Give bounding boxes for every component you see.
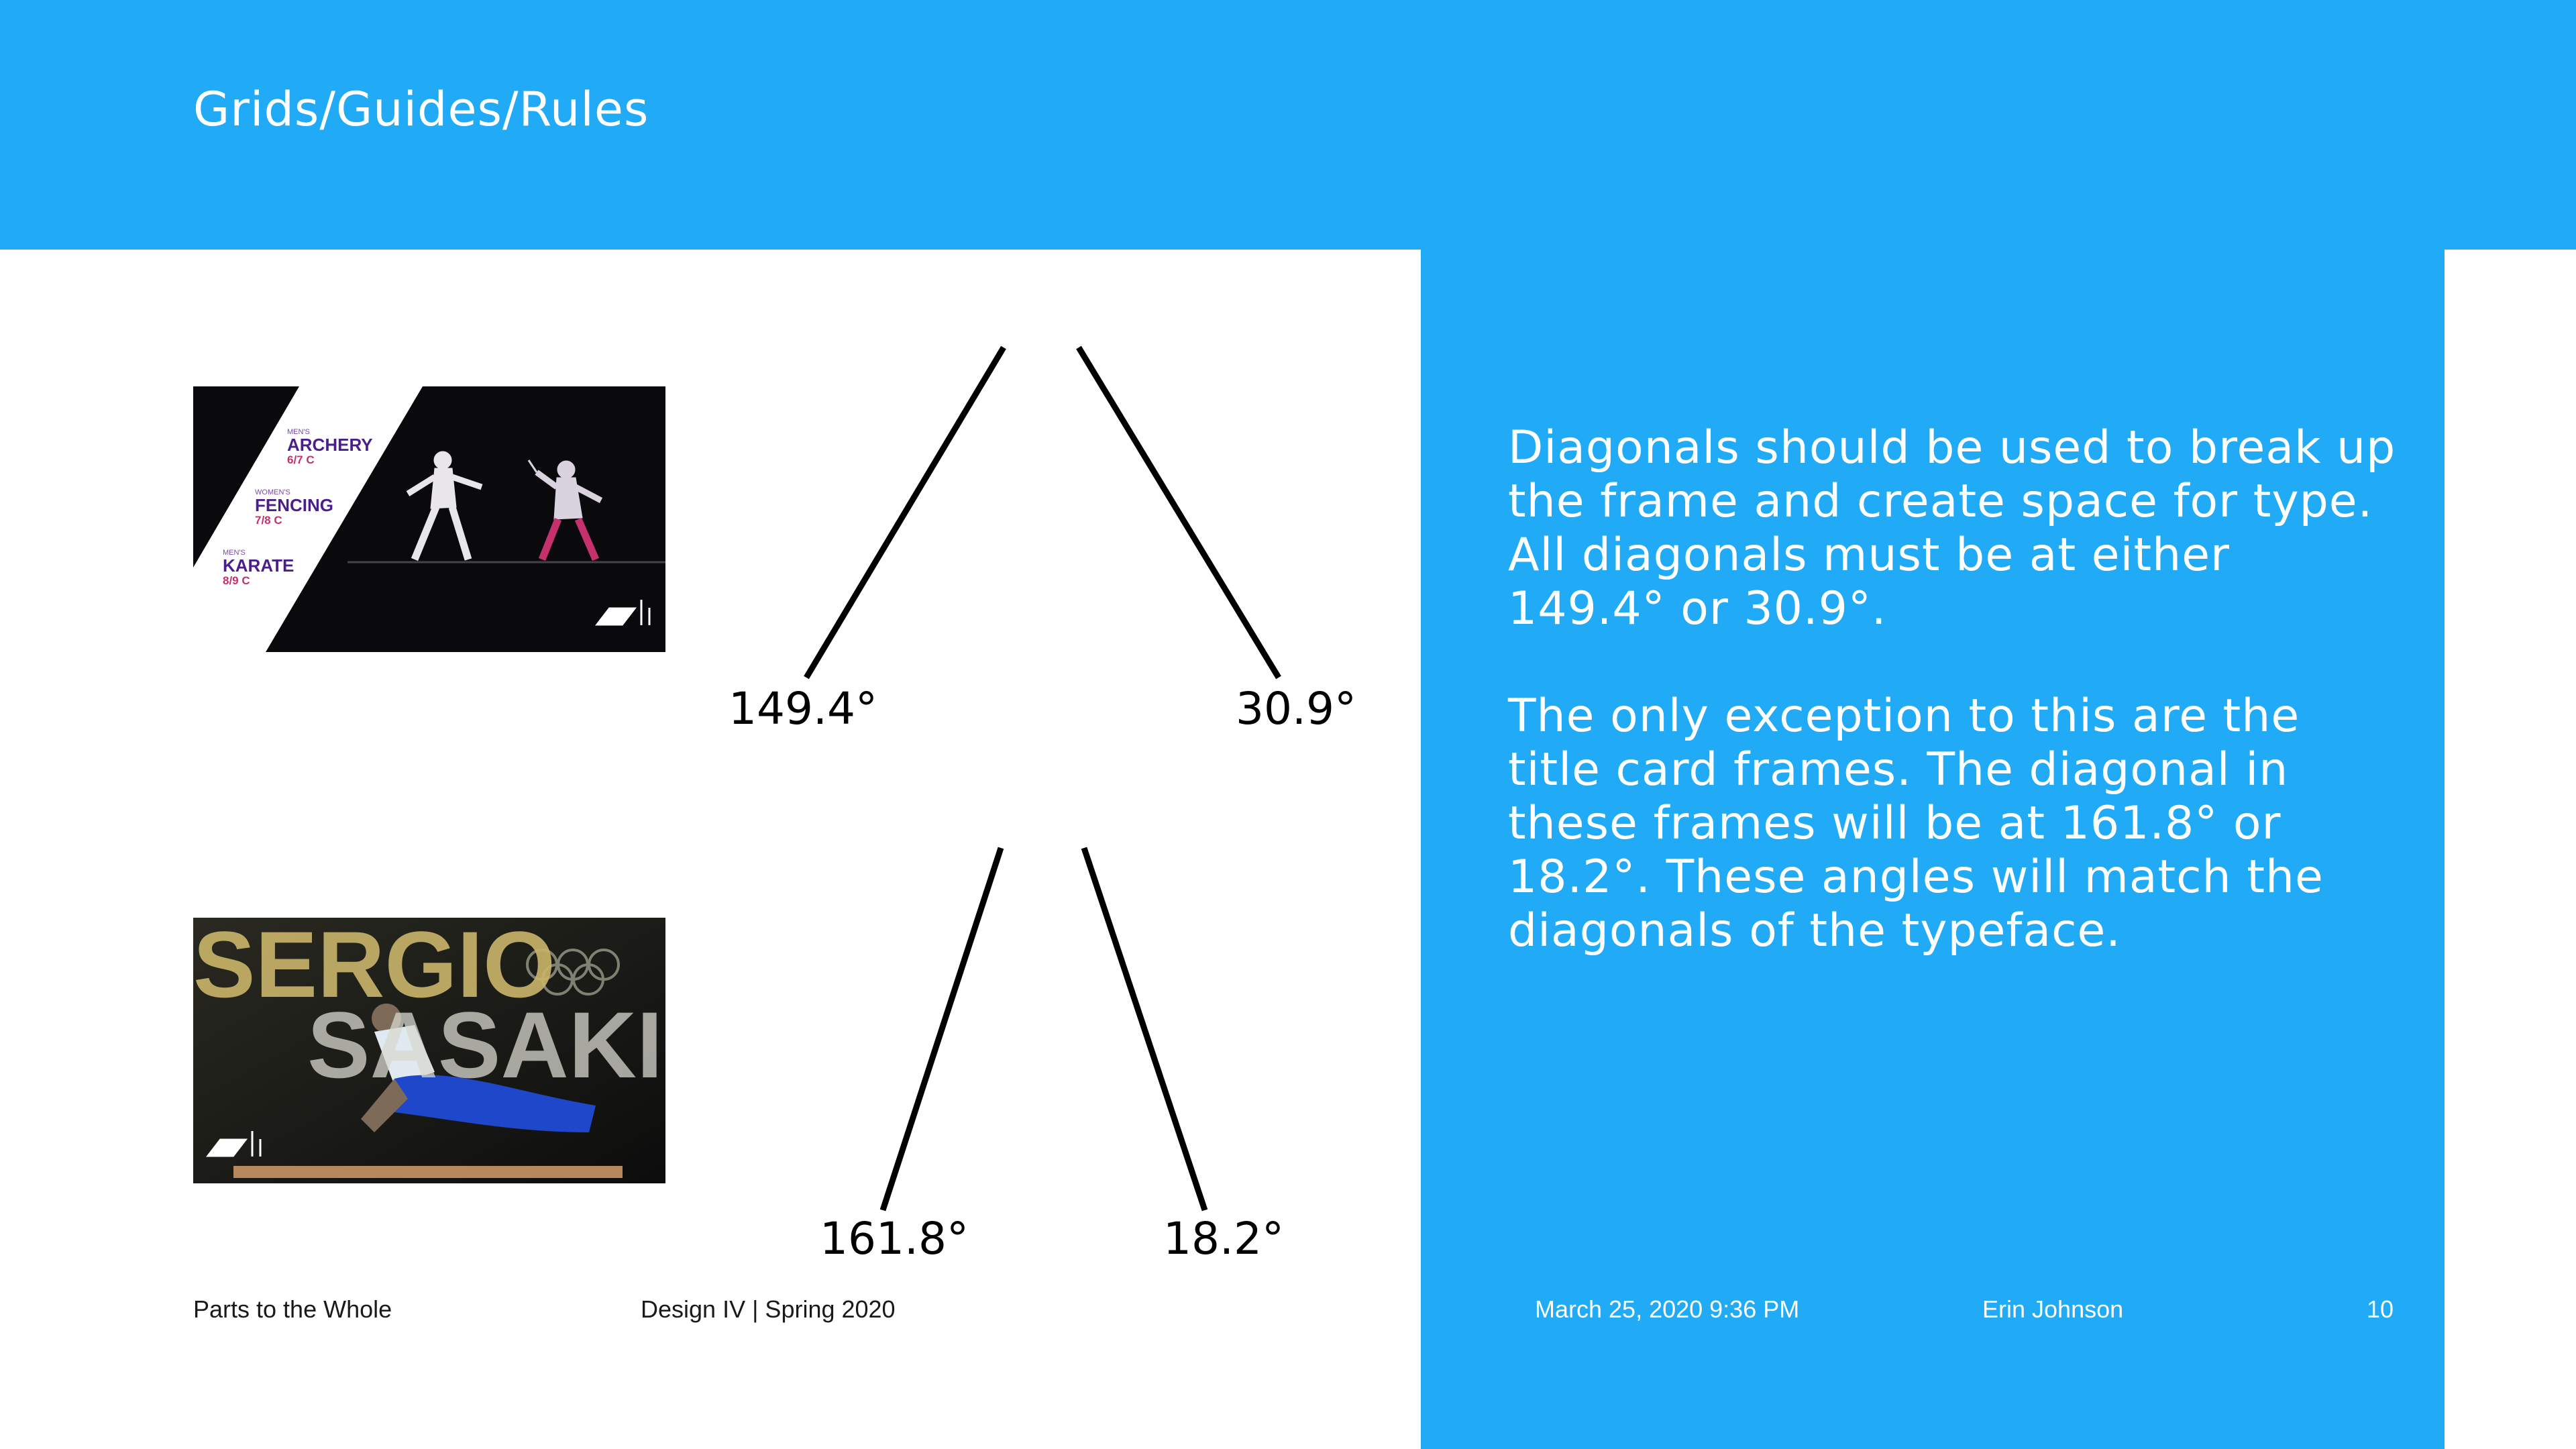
angle-label-18-2: 18.2° (1163, 1213, 1284, 1265)
event-karate: MEN'S KARATE 8/9 C (223, 549, 294, 587)
footer-author: Erin Johnson (1982, 1295, 2124, 1323)
angle-diagram (671, 295, 1409, 1288)
footer-date: March 25, 2020 9:36 PM (1535, 1295, 1800, 1323)
diagonal-lines (671, 295, 1409, 1288)
title-card-thumbnail (193, 918, 665, 1183)
body-paragraph-1: Diagonals should be used to break up the frame and create space for type. All diagonals must be at either 149.4° or 30.9°. (1508, 421, 2396, 635)
title-line-1: SERGIO (193, 918, 555, 1017)
footer-page-number: 10 (2367, 1295, 2394, 1323)
diagonal-18-2 (1084, 848, 1205, 1210)
title-card-graphic (193, 918, 665, 1183)
footer-course: Design IV | Spring 2020 (641, 1295, 896, 1323)
event-fencing: WOMEN'S FENCING 7/8 C (255, 488, 333, 527)
event-schedule-thumbnail (193, 386, 665, 652)
title-line-2: SASAKI (307, 992, 663, 1097)
page-title: Grids/Guides/Rules (193, 82, 649, 137)
angle-label-149-4: 149.4° (729, 683, 877, 735)
angle-label-30-9: 30.9° (1236, 683, 1356, 735)
diagonal-161-8 (883, 848, 1001, 1210)
diagonal-30-9 (1079, 347, 1279, 678)
footer-project: Parts to the Whole (193, 1295, 392, 1323)
angle-label-161-8: 161.8° (820, 1213, 969, 1265)
event-archery: MEN'S ARCHERY 6/7 C (287, 428, 373, 466)
body-paragraph-2: The only exception to this are the title card frames. The diagonal in these frames will be at 161.8° or 18.2°. These angles will match the diagonals of the typeface. (1508, 690, 2324, 957)
diagonal-149-4 (806, 347, 1004, 678)
body-text (1508, 421, 2400, 1012)
